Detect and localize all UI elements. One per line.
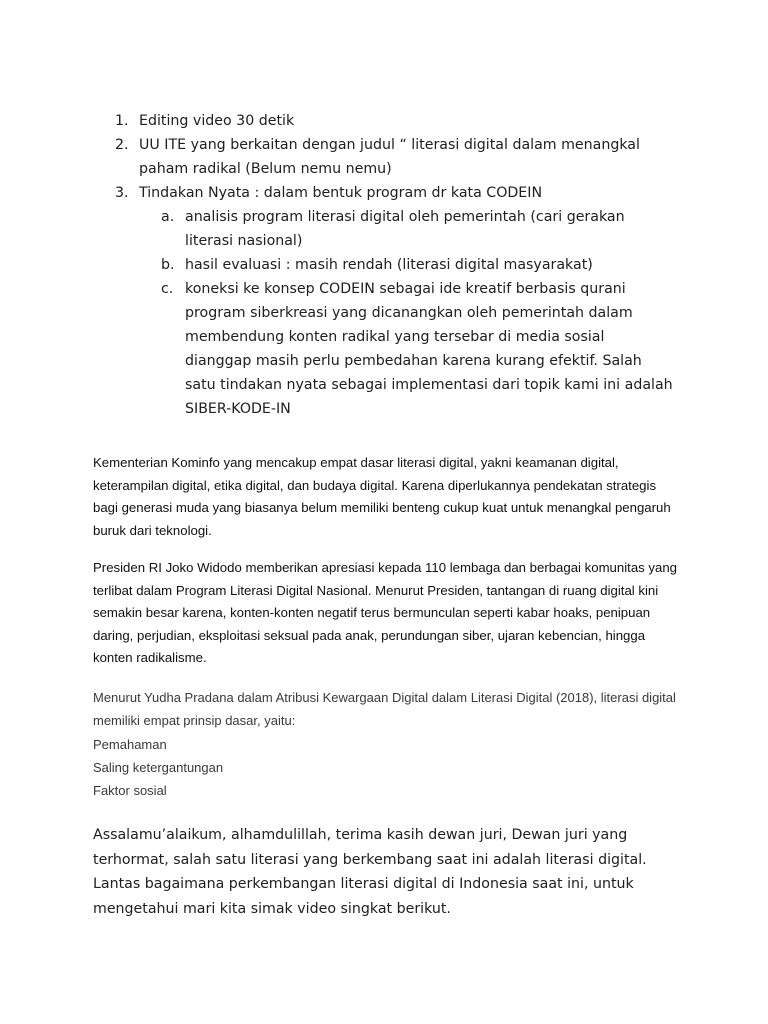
list-item	[115, 109, 675, 133]
sub-list	[161, 205, 675, 421]
list-number: 2.	[115, 137, 129, 153]
list-number: 3.	[115, 185, 129, 201]
sub-list-item-text: hasil evaluasi : masih rendah (literasi digital masyarakat)	[185, 257, 593, 273]
prinsip-item: Saling ketergantungan	[93, 759, 224, 775]
paragraph-presiden: Presiden RI Joko Widodo memberikan apresiasi kepada 110 lembaga dan berbagai komunitas yang terlibat dalam Program Literasi Digital Nasional. Menurut Presiden, tantangan di ruang digital kini semakin besar karena, konten-konten negatif terus bermunculan seperti kabar hoaks, penipuan daring, perjudian, eksploitasi seksual pada anak, perundungan siber, ujaran kebencian, hingga konten radikalisme.	[93, 560, 678, 665]
list-number: 1.	[115, 113, 129, 129]
list-item-text: Tindakan Nyata : dalam bentuk program dr kata CODEIN	[139, 185, 543, 201]
list-item-text: UU ITE yang berkaitan dengan judul “ literasi digital dalam menangkal paham radikal (Belum nemu nemu)	[139, 137, 640, 177]
sub-list-letter: a.	[161, 209, 175, 225]
sub-list-item-text: analisis program literasi digital oleh pemerintah (cari gerakan literasi nasional)	[185, 209, 625, 249]
list-item	[115, 181, 675, 421]
paragraph-prinsip-intro: Menurut Yudha Pradana dalam Atribusi Kewargaan Digital dalam Literasi Digital (2018), literasi digital memiliki empat prinsip dasar, yaitu:	[93, 690, 676, 729]
prinsip-item: Faktor sosial	[93, 783, 167, 799]
list-item	[115, 133, 675, 181]
paragraph-prinsip	[93, 686, 683, 802]
sub-list-item	[161, 253, 675, 277]
sub-list-letter: c.	[161, 281, 174, 297]
paragraph-kominfo: Kementerian Kominfo yang mencakup empat dasar literasi digital, yakni keamanan digital, keterampilan digital, etika digital, dan budaya digital. Karena diperlukannya pendekatan strategis bagi generasi muda yang biasanya belum memiliki benteng cukup kuat untuk menangkal pengaruh buruk dari teknologi.	[93, 455, 671, 538]
sub-list-letter: b.	[161, 257, 175, 273]
sub-list-item	[161, 277, 675, 421]
paragraph-salam: Assalamu’alaikum, alhamdulillah, terima kasih dewan juri, Dewan juri yang terhormat, salah satu literasi yang berkembang saat ini adalah literasi digital. Lantas bagaimana perkembangan literasi digital di Indonesia saat ini, untuk mengetahui mari kita simak video singkat berikut.	[93, 827, 647, 917]
numbered-list	[115, 109, 675, 421]
sub-list-item	[161, 205, 675, 253]
prinsip-item: Pemahaman	[93, 736, 167, 752]
list-item-text: Editing video 30 detik	[139, 113, 295, 129]
sub-list-item-text: koneksi ke konsep CODEIN sebagai ide kreatif berbasis qurani program siberkreasi yang dicanangkan oleh pemerintah dalam membendung konten radikal yang tersebar di media sosial dianggap masih perlu pembedahan karena kurang efektif. Salah satu tindakan nyata sebagai implementasi dari topik kami ini adalah SIBER-KODE-IN	[185, 281, 673, 417]
